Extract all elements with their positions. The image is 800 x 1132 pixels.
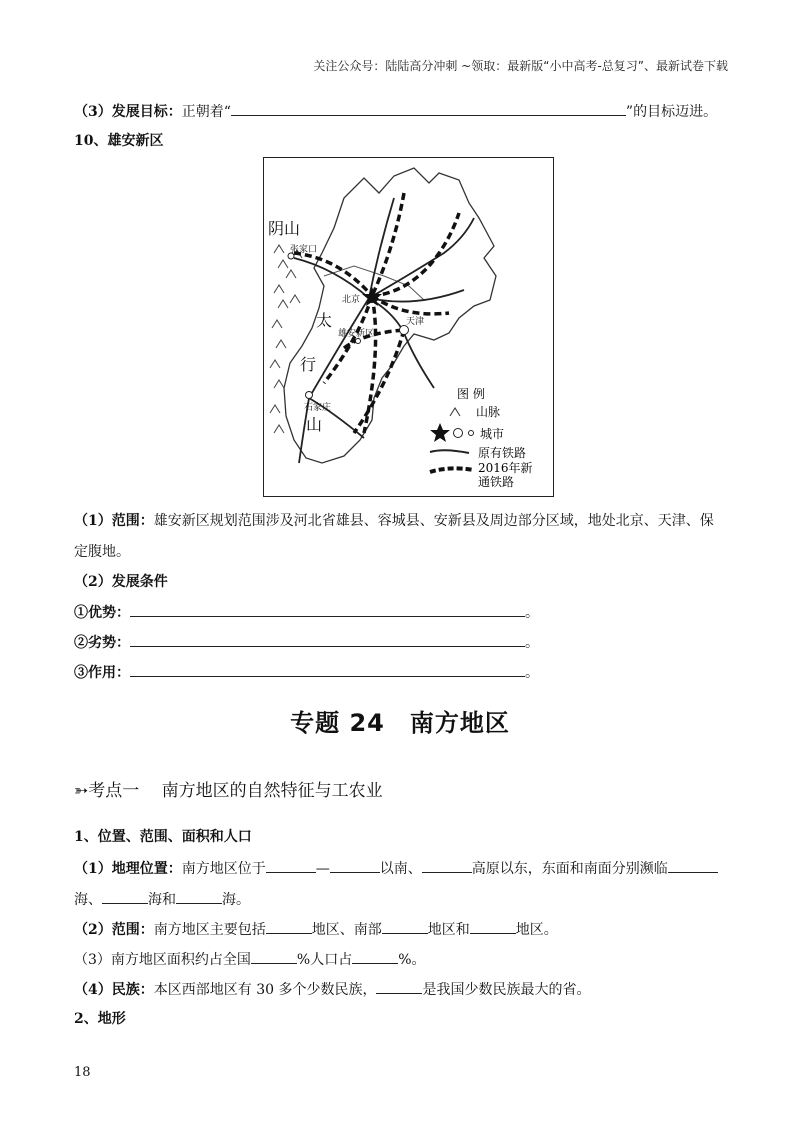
role-label: ③作用： — [74, 665, 130, 681]
p1-text-f: 海和 — [148, 892, 176, 908]
legend-city-label: 城市 — [480, 427, 505, 441]
blank-5 — [102, 888, 148, 904]
section-10-heading: 10、雄安新区 — [74, 133, 164, 149]
kaodian-heading — [74, 776, 383, 801]
legend-mountain-icon — [450, 408, 460, 416]
map-svg — [264, 158, 553, 496]
mountain-yinshan-1: 阴 — [268, 219, 285, 238]
mountain-taihang-2: 行 — [300, 355, 317, 374]
p1-text-a: 南方地区位于 — [181, 861, 266, 877]
p4-text-a: 本区西部地区有 30 多个少数民族， — [153, 982, 377, 998]
q3-label: （3）发展目标： — [74, 104, 182, 120]
legend-new-rail-label-2: 通铁路 — [478, 475, 515, 489]
p2-text-a: 南方地区主要包括 — [153, 922, 266, 938]
scope-line-2: 定腹地。 — [74, 544, 130, 560]
city-label-zhangjiakou: 张家口 — [290, 245, 318, 255]
conditions-heading: （2）发展条件 — [74, 574, 168, 590]
page-header: 关注公众号：陆陆高分冲刺 ~领取：最新版“小中高考-总复习”、最新试卷下载 — [313, 59, 728, 73]
blank-1 — [266, 857, 316, 873]
p1-text-g: 海。 — [222, 892, 250, 908]
p3-line — [74, 948, 426, 969]
p2-line — [74, 918, 558, 939]
blank-3 — [422, 857, 472, 873]
blank-12 — [376, 978, 422, 994]
q3-suffix: ”的目标迈进。 — [625, 104, 718, 120]
mountain-symbols — [270, 245, 302, 433]
city-label-xiongan: 雄安新区 — [338, 329, 375, 339]
section-2-heading: 2、地形 — [74, 1011, 126, 1027]
p1-line-1 — [74, 857, 718, 878]
scope-label: （1）范围： — [74, 513, 154, 529]
scope-text-1: 雄安新区规划范围涉及河北省雄县、容城县、安新县及周边部分区域，地处北京、天津、保 — [153, 513, 714, 529]
p2-text-b: 地区、南部 — [311, 922, 382, 938]
mountain-taihang-1: 太 — [316, 311, 333, 330]
blank-10 — [251, 948, 297, 964]
p1-label: （1）地理位置： — [74, 861, 182, 877]
condition-role — [74, 661, 539, 682]
legend-new-rail-label-1: 2016年新 — [478, 461, 533, 475]
legend-circle-large — [454, 429, 463, 438]
p3-text-a: （3）南方地区面积约占全国 — [74, 952, 251, 968]
section-1-heading: 1、位置、范围、面积和人口 — [74, 829, 252, 845]
city-label-beijing: 北京 — [342, 295, 361, 305]
p1-text-c: 以南、 — [379, 861, 422, 877]
arrow-icon: ➳ — [74, 781, 89, 801]
legend-title: 图 例 — [457, 387, 485, 401]
p3-text-b: %人口占 — [296, 952, 353, 968]
xiongan-map — [263, 157, 554, 497]
blank-9 — [470, 918, 516, 934]
role-blank — [130, 661, 525, 677]
p4-label: （4）民族： — [74, 982, 154, 998]
p4-line — [74, 978, 590, 999]
topic-title: 专题 24 南方地区 — [290, 709, 510, 737]
p1-line-2 — [74, 888, 250, 909]
q3-prefix: 正朝着“ — [181, 104, 231, 120]
legend-mountain-label: 山脉 — [476, 405, 501, 419]
role-end: 。 — [525, 665, 539, 681]
q3-line — [74, 100, 717, 121]
p1-text-b: — — [315, 861, 330, 877]
p2-text-c: 地区和 — [427, 922, 470, 938]
legend-old-rail-icon — [430, 450, 469, 453]
city-marker-shijiazhuang — [306, 392, 313, 399]
blank-6 — [176, 888, 222, 904]
p1-text-e: 海、 — [74, 892, 102, 908]
mountain-yinshan-2: 山 — [284, 219, 301, 238]
legend-old-rail-label: 原有铁路 — [478, 446, 527, 460]
blank-2 — [330, 857, 380, 873]
condition-disadvantage — [74, 631, 539, 652]
q3-blank — [231, 100, 626, 116]
map-legend — [430, 386, 533, 489]
disadvantage-end: 。 — [525, 635, 539, 651]
p3-text-c: %。 — [398, 952, 426, 968]
advantage-blank — [130, 601, 525, 617]
page-number: 18 — [74, 1065, 91, 1080]
p4-text-b: 是我国少数民族最大的省。 — [422, 982, 591, 998]
blank-11 — [352, 948, 398, 964]
p2-text-d: 地区。 — [515, 922, 558, 938]
kaodian-text: 考点一 南方地区的自然特征与工农业 — [88, 781, 383, 801]
city-label-shijiazhuang: 石家庄 — [304, 403, 332, 413]
legend-new-rail-icon — [430, 468, 474, 472]
blank-7 — [266, 918, 312, 934]
disadvantage-blank — [130, 631, 525, 647]
legend-circle-small — [469, 431, 474, 436]
city-marker-xiongan — [356, 339, 361, 344]
blank-4 — [668, 857, 718, 873]
disadvantage-label: ②劣势： — [74, 635, 130, 651]
advantage-end: 。 — [525, 605, 539, 621]
blank-8 — [382, 918, 428, 934]
city-label-tianjin: 天津 — [406, 317, 425, 327]
p2-label: （2）范围： — [74, 922, 154, 938]
legend-star-icon — [430, 423, 450, 442]
p1-text-d: 高原以东，东面和南面分别濒临 — [471, 861, 668, 877]
advantage-label: ①优势： — [74, 605, 130, 621]
mountain-taihang-3: 山 — [306, 415, 323, 434]
condition-advantage — [74, 601, 539, 622]
scope-line-1 — [74, 510, 714, 530]
